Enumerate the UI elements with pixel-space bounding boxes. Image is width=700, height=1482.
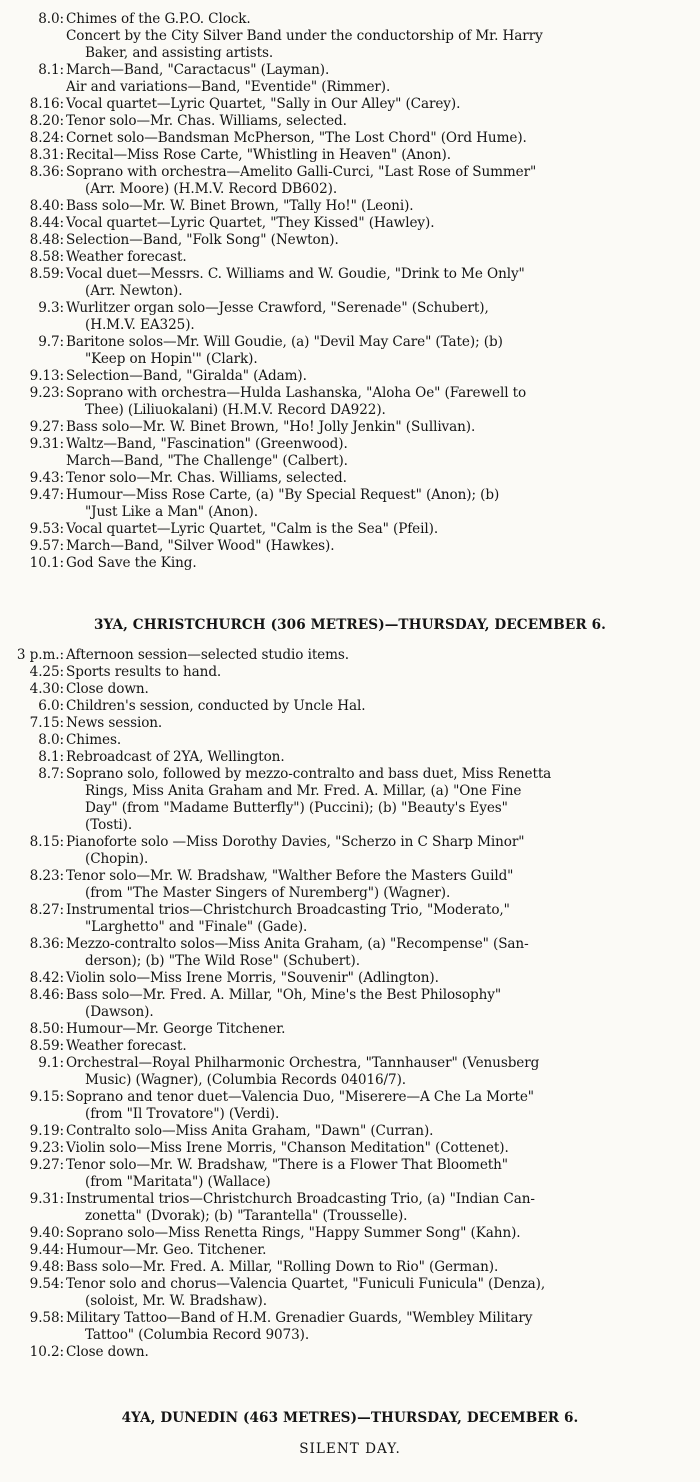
entry-text: Pianoforte solo —Miss Dorothy Davies, "Scherzo in C Sharp Minor": [66, 834, 525, 850]
entry-text: March—Band, "The Challenge" (Calbert).: [66, 453, 348, 469]
program-entry: [0, 868, 700, 902]
entry-line: [0, 555, 700, 572]
entry-text: (from "The Master Singers of Nuremberg") (Wagner).: [85, 885, 451, 901]
program-entry: [0, 79, 700, 96]
program-entry: [0, 249, 700, 266]
entry-text: Cornet solo—Bandsman McPherson, "The Lost Chord" (Ord Hume).: [66, 130, 527, 146]
entry-time: 8.48:: [29, 232, 64, 248]
entry-line: [0, 453, 700, 470]
program-entry: [0, 936, 700, 970]
entry-time: 8.42:: [29, 970, 64, 986]
entry-line: [0, 834, 700, 851]
program-entry: [0, 1038, 700, 1055]
entry-text: Tenor solo—Mr. Chas. Williams, selected.: [66, 113, 347, 129]
entry-time: 8.23:: [29, 868, 64, 884]
program-entry: [0, 749, 700, 766]
entry-text: Rebroadcast of 2YA, Wellington.: [66, 749, 285, 765]
entry-line: [0, 215, 700, 232]
entry-line: [0, 368, 700, 385]
entry-line: [0, 749, 700, 766]
entry-text: Weather forecast.: [66, 249, 187, 265]
entry-time: 9.1:: [38, 1055, 64, 1071]
entry-time: 8.36:: [29, 936, 64, 952]
entry-text: Soprano and tenor duet—Valencia Duo, "Miserere—A Che La Morte": [66, 1089, 534, 1105]
entry-time: 9.3:: [38, 300, 64, 316]
program-entry: [0, 266, 700, 300]
entry-time: 9.19:: [29, 1123, 64, 1139]
entry-text: "Keep on Hopin'" (Clark).: [85, 351, 258, 367]
entry-text: Children's session, conducted by Uncle Hal.: [66, 698, 366, 714]
entry-line: [0, 1191, 700, 1208]
program-entry: [0, 419, 700, 436]
entry-text: Tenor solo—Mr. Chas. Williams, selected.: [66, 470, 347, 486]
program-entry: [0, 113, 700, 130]
entry-line: [0, 351, 700, 368]
entry-time: 10.1:: [29, 555, 64, 571]
program-entry: [0, 1123, 700, 1140]
entry-line: [0, 1055, 700, 1072]
program-entry: [0, 130, 700, 147]
entry-line: [0, 419, 700, 436]
entry-text: God Save the King.: [66, 555, 197, 571]
program-entry: [0, 1242, 700, 1259]
program-entry: [0, 766, 700, 834]
entry-text: (from "Il Trovatore") (Verdi).: [85, 1106, 280, 1122]
entry-line: [0, 317, 700, 334]
entry-text: Baritone solos—Mr. Will Goudie, (a) "Devil May Care" (Tate); (b): [66, 334, 503, 350]
entry-line: [0, 647, 700, 664]
program-entry: [0, 470, 700, 487]
entry-line: [0, 147, 700, 164]
entry-text: Selection—Band, "Giralda" (Adam).: [66, 368, 307, 384]
program-entry: [0, 1191, 700, 1225]
entry-text: (soloist, Mr. W. Bradshaw).: [85, 1293, 267, 1309]
entry-text: "Larghetto" and "Finale" (Gade).: [85, 919, 308, 935]
section-heading-3ya: 3YA, CHRISTCHURCH (306 METRES)—THURSDAY, DECEMBER 6.: [94, 617, 606, 633]
entry-time: 9.31:: [29, 1191, 64, 1207]
entry-line: [0, 45, 700, 62]
program-entry: [0, 1225, 700, 1242]
entry-line: [0, 198, 700, 215]
program-entry: [0, 164, 700, 198]
entry-line: [0, 1344, 700, 1361]
entry-line: [0, 1276, 700, 1293]
entry-line: [0, 11, 700, 28]
entry-line: [0, 1038, 700, 1055]
entry-line: [0, 1327, 700, 1344]
entry-line: [0, 1140, 700, 1157]
entry-line: [0, 1157, 700, 1174]
entry-line: [0, 164, 700, 181]
program-entry: [0, 436, 700, 453]
entry-line: [0, 300, 700, 317]
entry-text: Sports results to hand.: [66, 664, 222, 680]
program-entry: [0, 385, 700, 419]
program-3ya-listing: [0, 647, 700, 1361]
entry-line: [0, 1123, 700, 1140]
entry-line: [0, 953, 700, 970]
entry-line: [0, 283, 700, 300]
entry-text: Close down.: [66, 681, 149, 697]
entry-line: [0, 249, 700, 266]
entry-time: 8.58:: [29, 249, 64, 265]
entry-time: 8.20:: [29, 113, 64, 129]
entry-line: [0, 266, 700, 283]
entry-text: Military Tattoo—Band of H.M. Grenadier Guards, "Wembley Military: [66, 1310, 533, 1326]
entry-text: Waltz—Band, "Fascination" (Greenwood).: [66, 436, 348, 452]
program-entry: [0, 1021, 700, 1038]
program-entry: [0, 96, 700, 113]
entry-text: Instrumental trios—Christchurch Broadcasting Trio, "Moderato,": [66, 902, 510, 918]
program-entry: [0, 647, 700, 664]
entry-text: Soprano solo, followed by mezzo-contralto and bass duet, Miss Renetta: [66, 766, 552, 782]
entry-text: Humour—Mr. George Titchener.: [66, 1021, 286, 1037]
program-entry: [0, 232, 700, 249]
entry-text: March—Band, "Caractacus" (Layman).: [66, 62, 330, 78]
entry-text: Instrumental trios—Christchurch Broadcasting Trio, (a) "Indian Can-: [66, 1191, 535, 1207]
program-entry: [0, 555, 700, 572]
entry-text: (from "Maritata") (Wallace): [85, 1174, 271, 1190]
entry-line: [0, 1089, 700, 1106]
program-entry: [0, 521, 700, 538]
entry-line: [0, 232, 700, 249]
entry-line: [0, 28, 700, 45]
entry-time: 9.53:: [29, 521, 64, 537]
entry-text: Orchestral—Royal Philharmonic Orchestra, "Tannhauser" (Venusberg: [66, 1055, 540, 1071]
entry-line: [0, 1072, 700, 1089]
entry-text: Chimes of the G.P.O. Clock.: [66, 11, 251, 27]
program-entry: [0, 902, 700, 936]
entry-line: [0, 1021, 700, 1038]
entry-line: [0, 79, 700, 96]
silent-day-note: SILENT DAY.: [299, 1441, 401, 1457]
program-entry: [0, 1310, 700, 1344]
entry-time: 8.40:: [29, 198, 64, 214]
entry-line: [0, 130, 700, 147]
entry-text: Recital—Miss Rose Carte, "Whistling in Heaven" (Anon).: [66, 147, 451, 163]
entry-time: 9.54:: [29, 1276, 64, 1292]
entry-time: 8.7:: [38, 766, 64, 782]
entry-time: 9.58:: [29, 1310, 64, 1326]
program-2ya-listing: [0, 11, 700, 572]
entry-line: [0, 698, 700, 715]
entry-text: derson); (b) "The Wild Rose" (Schubert).: [85, 953, 360, 969]
entry-time: 8.15:: [29, 834, 64, 850]
entry-line: [0, 970, 700, 987]
program-entry: [0, 215, 700, 232]
entry-line: [0, 851, 700, 868]
entry-text: Afternoon session—selected studio items.: [66, 647, 350, 663]
program-entry: [0, 11, 700, 28]
entry-time: 8.50:: [29, 1021, 64, 1037]
entry-line: [0, 987, 700, 1004]
entry-text: (Arr. Newton).: [85, 283, 183, 299]
entry-line: [0, 504, 700, 521]
entry-text: zonetta" (Dvorak); (b) "Tarantella" (Trousselle).: [85, 1208, 408, 1224]
entry-line: [0, 1242, 700, 1259]
entry-line: [0, 715, 700, 732]
entry-line: [0, 1225, 700, 1242]
program-entry: [0, 28, 700, 62]
entry-time: 4.25:: [29, 664, 64, 680]
program-entry: [0, 732, 700, 749]
entry-text: Vocal duet—Messrs. C. Williams and W. Goudie, "Drink to Me Only": [66, 266, 525, 282]
program-entry: [0, 1089, 700, 1123]
entry-time: 9.23:: [29, 385, 64, 401]
entry-text: (Chopin).: [85, 851, 149, 867]
entry-line: [0, 113, 700, 130]
entry-text: Tenor solo—Mr. W. Bradshaw, "Walther Before the Masters Guild": [66, 868, 514, 884]
entry-time: 9.13:: [29, 368, 64, 384]
entry-text: Bass solo—Mr. W. Binet Brown, "Tally Ho!" (Leoni).: [66, 198, 414, 214]
entry-time: 8.44:: [29, 215, 64, 231]
program-entry: [0, 715, 700, 732]
program-entry: [0, 1344, 700, 1361]
entry-time: 9.40:: [29, 1225, 64, 1241]
program-entry: [0, 198, 700, 215]
entry-line: [0, 470, 700, 487]
entry-line: [0, 868, 700, 885]
entry-text: Close down.: [66, 1344, 149, 1360]
entry-time: 8.0:: [38, 732, 64, 748]
entry-time: 9.44:: [29, 1242, 64, 1258]
program-entry: [0, 487, 700, 521]
program-entry: [0, 970, 700, 987]
program-entry: [0, 453, 700, 470]
entry-text: Air and variations—Band, "Eventide" (Rimmer).: [66, 79, 391, 95]
entry-time: 8.0:: [38, 11, 64, 27]
entry-text: Violin solo—Miss Irene Morris, "Souvenir" (Adlington).: [66, 970, 439, 986]
entry-line: [0, 817, 700, 834]
entry-time: 9.27:: [29, 419, 64, 435]
entry-time: 7.15:: [29, 715, 64, 731]
entry-time: 6.0:: [38, 698, 64, 714]
entry-time: 8.1:: [38, 749, 64, 765]
entry-line: [0, 1106, 700, 1123]
entry-line: [0, 783, 700, 800]
entry-text: Bass solo—Mr. Fred. A. Millar, "Rolling Down to Rio" (German).: [66, 1259, 499, 1275]
entry-text: (Dawson).: [85, 1004, 154, 1020]
entry-text: Weather forecast.: [66, 1038, 187, 1054]
entry-text: Baker, and assisting artists.: [85, 45, 274, 61]
entry-time: 8.1:: [38, 62, 64, 78]
entry-time: 8.16:: [29, 96, 64, 112]
entry-line: [0, 538, 700, 555]
program-entry: [0, 698, 700, 715]
entry-line: [0, 96, 700, 113]
entry-text: Soprano with orchestra—Amelito Galli-Curci, "Last Rose of Summer": [66, 164, 537, 180]
entry-line: [0, 1310, 700, 1327]
entry-line: [0, 436, 700, 453]
entry-text: Tenor solo and chorus—Valencia Quartet, "Funiculi Funicula" (Denza),: [66, 1276, 546, 1292]
entry-time: 9.48:: [29, 1259, 64, 1275]
entry-line: [0, 487, 700, 504]
entry-time: 9.27:: [29, 1157, 64, 1173]
program-entry: [0, 1157, 700, 1191]
entry-text: Tenor solo—Mr. W. Bradshaw, "There is a Flower That Bloometh": [66, 1157, 508, 1173]
program-entry: [0, 334, 700, 368]
entry-line: [0, 181, 700, 198]
entry-text: Bass solo—Mr. Fred. A. Millar, "Oh, Mine's the Best Philosophy": [66, 987, 502, 1003]
entry-line: [0, 902, 700, 919]
entry-line: [0, 800, 700, 817]
entry-line: [0, 681, 700, 698]
entry-line: [0, 521, 700, 538]
entry-line: [0, 334, 700, 351]
entry-line: [0, 402, 700, 419]
entry-text: Soprano with orchestra—Hulda Lashanska, "Aloha Oe" (Farewell to: [66, 385, 527, 401]
entry-line: [0, 1004, 700, 1021]
program-entry: [0, 368, 700, 385]
entry-line: [0, 766, 700, 783]
entry-time: 10.2:: [29, 1344, 64, 1360]
program-entry: [0, 987, 700, 1021]
program-entry: [0, 1259, 700, 1276]
entry-time: 8.36:: [29, 164, 64, 180]
entry-time: 8.46:: [29, 987, 64, 1003]
entry-line: [0, 919, 700, 936]
program-entry: [0, 1055, 700, 1089]
entry-text: Bass solo—Mr. W. Binet Brown, "Ho! Jolly Jenkin" (Sullivan).: [66, 419, 476, 435]
entry-time: 8.27:: [29, 902, 64, 918]
entry-text: Day" (from "Madame Butterfly") (Puccini); (b) "Beauty's Eyes": [85, 800, 508, 816]
entry-text: "Just Like a Man" (Anon).: [85, 504, 258, 520]
entry-time: 9.23:: [29, 1140, 64, 1156]
section-heading-4ya: 4YA, DUNEDIN (463 METRES)—THURSDAY, DECEMBER 6.: [121, 1410, 579, 1426]
entry-text: Soprano solo—Miss Renetta Rings, "Happy Summer Song" (Kahn).: [66, 1225, 521, 1241]
entry-text: Chimes.: [66, 732, 122, 748]
entry-line: [0, 885, 700, 902]
entry-text: Violin solo—Miss Irene Morris, "Chanson Meditation" (Cottenet).: [66, 1140, 509, 1156]
entry-text: Thee) (Liliuokalani) (H.M.V. Record DA922).: [85, 402, 386, 418]
entry-line: [0, 385, 700, 402]
entry-text: Selection—Band, "Folk Song" (Newton).: [66, 232, 339, 248]
entry-text: Humour—Mr. Geo. Titchener.: [66, 1242, 267, 1258]
entry-text: Tattoo" (Columbia Record 9073).: [85, 1327, 310, 1343]
program-entry: [0, 62, 700, 79]
entry-text: Contralto solo—Miss Anita Graham, "Dawn" (Curran).: [66, 1123, 434, 1139]
entry-line: [0, 936, 700, 953]
entry-text: Music) (Wagner), (Columbia Records 04016/7).: [85, 1072, 407, 1088]
entry-time: 9.31:: [29, 436, 64, 452]
program-entry: [0, 147, 700, 164]
entry-text: Concert by the City Silver Band under the conductorship of Mr. Harry: [66, 28, 543, 44]
entry-text: Vocal quartet—Lyric Quartet, "Sally in Our Alley" (Carey).: [66, 96, 461, 112]
entry-time: 4.30:: [29, 681, 64, 697]
program-entry: [0, 834, 700, 868]
entry-time: 9.7:: [38, 334, 64, 350]
entry-time: 9.47:: [29, 487, 64, 503]
entry-time: 8.31:: [29, 147, 64, 163]
entry-text: Mezzo-contralto solos—Miss Anita Graham, (a) "Recompense" (San-: [66, 936, 529, 952]
entry-time: 8.24:: [29, 130, 64, 146]
program-entry: [0, 664, 700, 681]
entry-time: 8.59:: [29, 266, 64, 282]
program-entry: [0, 300, 700, 334]
entry-text: Vocal quartet—Lyric Quartet, "They Kissed" (Hawley).: [66, 215, 435, 231]
entry-text: Rings, Miss Anita Graham and Mr. Fred. A. Millar, (a) "One Fine: [85, 783, 522, 799]
entry-time: 8.59:: [29, 1038, 64, 1054]
program-entry: [0, 1276, 700, 1310]
entry-line: [0, 1293, 700, 1310]
entry-text: (Tosti).: [85, 817, 133, 833]
entry-text: Humour—Miss Rose Carte, (a) "By Special Request" (Anon); (b): [66, 487, 500, 503]
program-entry: [0, 1140, 700, 1157]
entry-line: [0, 62, 700, 79]
entry-text: (Arr. Moore) (H.M.V. Record DB602).: [85, 181, 338, 197]
program-entry: [0, 681, 700, 698]
program-entry: [0, 538, 700, 555]
entry-line: [0, 1208, 700, 1225]
entry-text: March—Band, "Silver Wood" (Hawkes).: [66, 538, 335, 554]
entry-time: 9.57:: [29, 538, 64, 554]
entry-time: 3 p.m.:: [16, 647, 64, 663]
entry-line: [0, 664, 700, 681]
entry-text: Wurlitzer organ solo—Jesse Crawford, "Serenade" (Schubert),: [66, 300, 489, 316]
entry-line: [0, 1259, 700, 1276]
entry-text: Vocal quartet—Lyric Quartet, "Calm is the Sea" (Pfeil).: [66, 521, 439, 537]
entry-line: [0, 732, 700, 749]
entry-text: (H.M.V. EA325).: [85, 317, 195, 333]
entry-time: 9.43:: [29, 470, 64, 486]
entry-line: [0, 1174, 700, 1191]
entry-text: News session.: [66, 715, 163, 731]
entry-time: 9.15:: [29, 1089, 64, 1105]
